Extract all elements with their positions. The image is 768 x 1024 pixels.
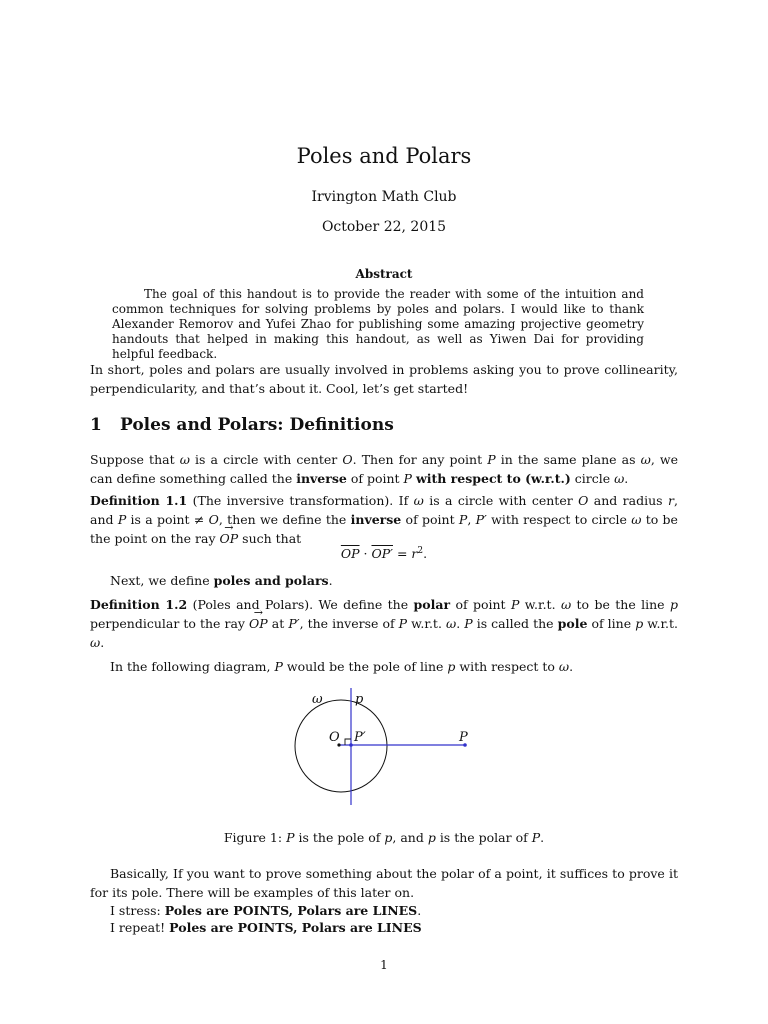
abstract-heading: Abstract: [355, 267, 413, 281]
figure-caption: Figure 1: P is the pole of p, and p is the polar of P.: [223, 830, 545, 845]
date: October 22, 2015: [321, 219, 447, 235]
basically-paragraph: Basically, If you want to prove something about the polar of a point, it suffices to prove it for its pole. There will be examples of this later on.: [90, 866, 678, 900]
author: Irvington Math Club: [311, 189, 457, 205]
label-p-line: p: [355, 692, 364, 707]
intro-paragraph: In short, poles and polars are usually involved in problems asking you to prove collinearity, perpendicularity, and that’s about it. Cool, let’s get started!: [90, 362, 678, 396]
circle-omega: [295, 700, 387, 792]
section-number: 1: [90, 415, 102, 435]
definition-1-1: Definition 1.1 (The inversive transformation). If ω is a circle with center O and radius r, and P is a point ≠ O, then we define the inverse of point P, P′ with respect to circle ω to be the point on the ray → OP such that: [90, 491, 678, 548]
next-paragraph: Next, we define poles and polars.: [110, 573, 333, 588]
label-p-prime: P′: [354, 730, 366, 745]
label-p-point: P: [459, 730, 468, 745]
page-number: 1: [380, 958, 388, 972]
definition-1-2: Definition 1.2 (Poles and Polars). We define the polar of point P w.r.t. ω to be the line p perpendicular to the ray → OP at P′, the inverse of P w.r.t. ω. P is called the pole of line p w.r.t. ω.: [90, 595, 678, 652]
document-title: Poles and Polars: [296, 144, 472, 168]
diagram-intro: In the following diagram, P would be the pole of line p with respect to ω.: [110, 659, 574, 674]
repeat-line: I repeat! Poles are POINTS, Polars are LINES: [110, 920, 422, 935]
stress-line: I stress: Poles are POINTS, Polars are LINES.: [110, 903, 422, 918]
label-omega: ω: [312, 692, 323, 707]
equation: $\overline{OP} \cdot OP' = r^2$.: [340, 546, 428, 562]
label-o: O: [329, 730, 340, 745]
section-title: Poles and Polars: Definitions: [120, 415, 394, 435]
point-p-prime: [349, 743, 353, 747]
paragraph-inverse: Suppose that ω is a circle with center O. Then for any point P in the same plane as ω, we can define something called the inverse of point P with respect to (w.r.t.) circle ω.: [90, 452, 679, 486]
abstract-text: The goal of this handout is to provide the reader with some of the intuition and common techniques for solving problems by poles and polars. I would like to thank Alexander Remorov and Yufei Zhao for publishing some amazing projective geometry handouts that helped in making this handout, as well as Yiwen Dai for providing helpful feedback.: [112, 287, 644, 361]
